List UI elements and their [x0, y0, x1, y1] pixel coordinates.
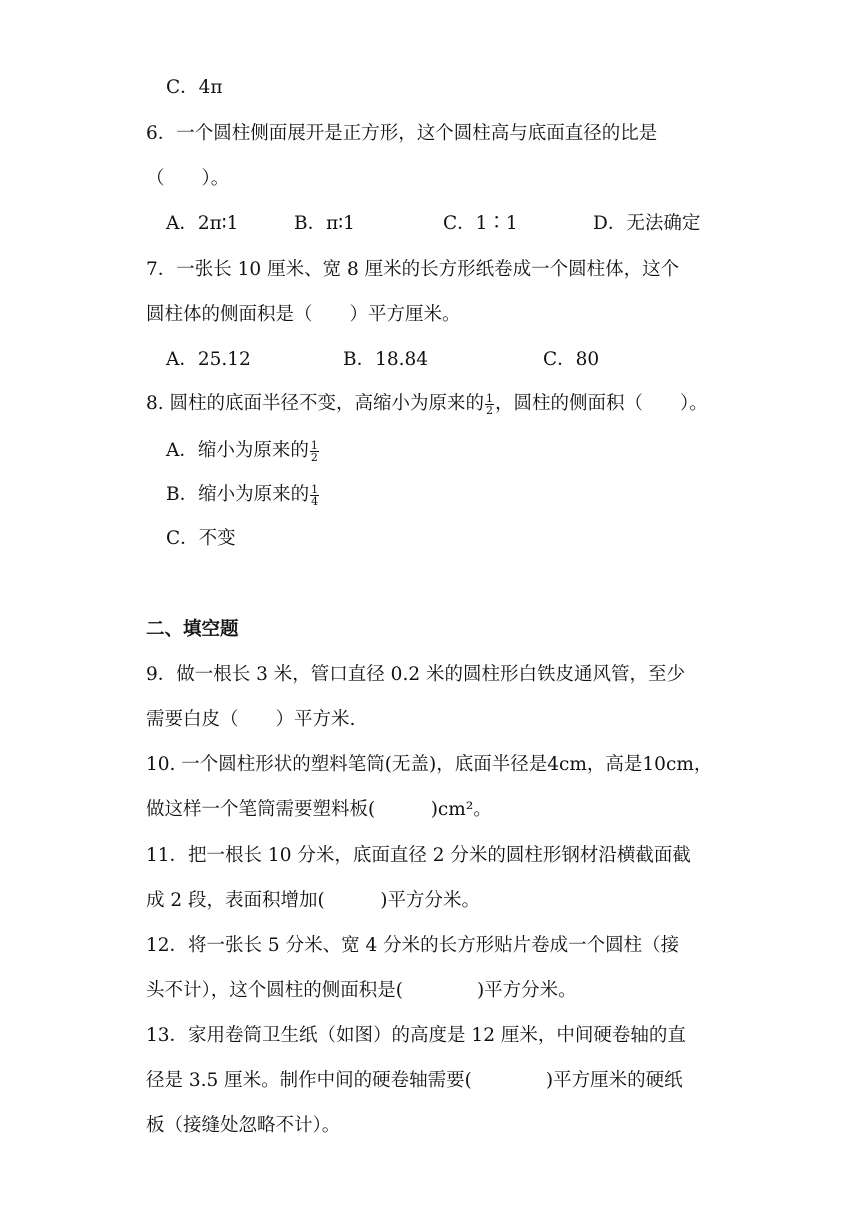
q8-frac-numerator: 1 — [486, 391, 494, 405]
q8-option-a-text: A．缩小为原来的 — [166, 440, 309, 461]
q6-option-a: A．2π∶1 — [166, 213, 239, 234]
q8-text-after: ，圆柱的侧面积（ ）。 — [495, 393, 708, 414]
q5-option-c: C．4π — [166, 77, 223, 98]
q10-line1: 10. 一个圆柱形状的塑料笔筒(无盖)，底面半径是4cm，高是10cm， — [146, 754, 713, 775]
q8-option-b-numerator: 1 — [311, 482, 319, 496]
q8-option-b-text: B．缩小为原来的 — [166, 484, 310, 505]
q6-option-d: D．无法确定 — [593, 213, 701, 234]
q11-line1: 11．把一根长 10 分米，底面直径 2 分米的圆柱形钢材沿横截面截 — [146, 845, 691, 866]
q6-line1: 6．一个圆柱侧面展开是正方形，这个圆柱高与底面直径的比是 — [146, 123, 658, 144]
q8-option-a-fraction — [310, 440, 319, 463]
q9-line2: 需要白皮（ ）平方米. — [146, 709, 356, 730]
q8-option-b — [166, 483, 320, 507]
q12-line2: 头不计），这个圆柱的侧面积是( )平方分米。 — [146, 980, 577, 1001]
q8-fraction — [485, 393, 494, 416]
q6-option-c: C．1∶1 — [443, 213, 518, 234]
q8-option-b-denominator: 4 — [311, 494, 319, 508]
q8-option-a-numerator: 1 — [310, 438, 318, 452]
q8-option-c: C．不变 — [166, 528, 236, 549]
q8-text-before: 8. 圆柱的底面半径不变，高缩小为原来的 — [146, 393, 485, 414]
q7-option-a: A．25.12 — [166, 349, 251, 370]
section-title: 二、填空题 — [146, 619, 239, 640]
q13-line1: 13．家用卷筒卫生纸（如图）的高度是 12 厘米，中间硬卷轴的直 — [146, 1025, 686, 1046]
q12-line1: 12．将一张长 5 分米、宽 4 分米的长方形贴片卷成一个圆柱（接 — [146, 935, 680, 956]
q10-line2: 做这样一个笔筒需要塑料板( )cm²。 — [146, 799, 492, 820]
q7-option-c: C．80 — [543, 349, 600, 370]
q8-option-b-fraction — [310, 484, 319, 507]
q11-line2: 成 2 段，表面积增加( )平方分米。 — [146, 890, 480, 911]
q8-option-a — [166, 439, 320, 463]
q7-line2: 圆柱体的侧面积是（ ）平方厘米。 — [146, 304, 461, 325]
q6-line2: （ ）。 — [146, 168, 230, 189]
q7-line1: 7．一张长 10 厘米、宽 8 厘米的长方形纸卷成一个圆柱体，这个 — [146, 259, 680, 280]
q6-option-b: B．π∶1 — [294, 213, 355, 234]
q8-frac-denominator: 2 — [486, 403, 494, 417]
q9-line1: 9．做一根长 3 米，管口直径 0.2 米的圆柱形白铁皮通风管，至少 — [146, 664, 685, 685]
q13-line3: 板（接缝处忽略不计）。 — [146, 1115, 341, 1136]
q13-line2: 径是 3.5 厘米。制作中间的硬卷轴需要( )平方厘米的硬纸 — [146, 1070, 683, 1091]
q8-stem — [146, 392, 708, 416]
q8-option-a-denominator: 2 — [310, 450, 318, 464]
q7-option-b: B．18.84 — [343, 349, 429, 370]
